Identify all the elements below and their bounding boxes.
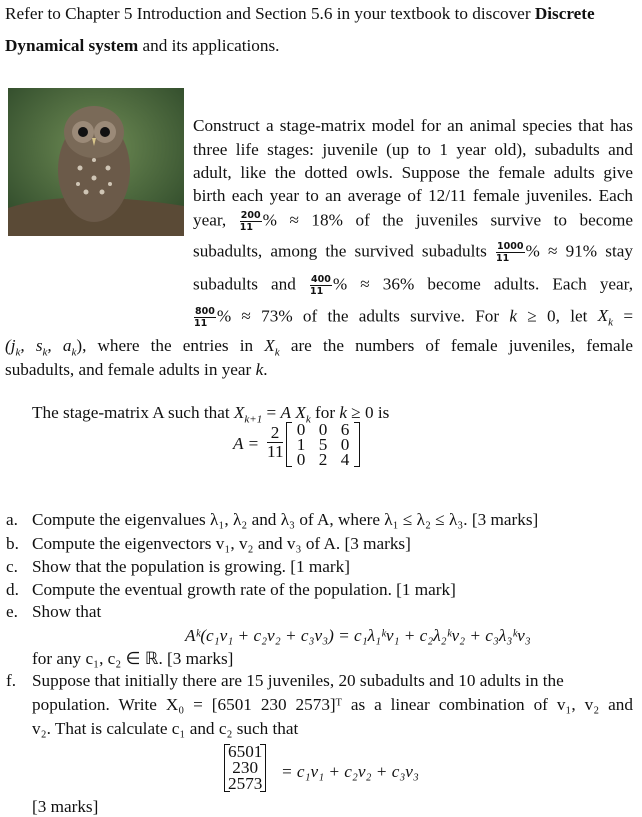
math [597,306,614,329]
subscript: k+1 [244,413,263,426]
para-line [5,360,268,380]
matrix-cell: 0 [296,450,306,469]
text: ≥ 0, let [527,306,588,326]
question-f-line: Suppose that initially there are 15 juveniles, 20 subadults and 10 adults in the [32,671,564,690]
intro-text: Refer to Chapter 5 Introduction and Section 5.6 in your textbook to discover [5,4,535,23]
owl-photo-icon [8,88,184,236]
math: k [339,403,347,422]
m: X [233,403,245,422]
text: % ≈ 36% become adults. Each year, [332,274,634,294]
question-text: Compute the eventual growth rate of the population. [1 mark] [32,580,456,599]
x0-vector [224,744,266,792]
numerator: 1000 [497,241,524,252]
text: % ≈ 91% stay [525,241,633,261]
matrix-cell: 6 [340,420,350,439]
text: = [623,306,634,326]
intro-text: and its applications. [138,36,280,55]
m: , a [47,336,72,355]
intro-bold: Discrete [534,4,595,23]
question-f-line: v₂. That is calculate c₁ and c₂ such that [32,719,299,738]
denominator: 11 [309,286,324,297]
intro-line-1 [5,4,595,24]
numerator: 2 [267,424,283,443]
question-label: c. [6,557,18,576]
matrix-scalar [267,424,283,461]
numerator: 400 [310,274,331,285]
matrix-lhs: A = [233,434,260,453]
f-equation-rhs: = c₁v₁ + c₂v₂ + c₃v₃ [281,762,419,781]
cut-off-text: [3 marks] [32,797,99,816]
question-text: Compute the eigenvectors v₁, v₂ and v₃ of A. [3 marks] [32,534,411,553]
vector-entry: 230 [232,758,259,777]
para-line: birth each year to an average of 12/11 female juveniles. Each [193,186,633,205]
math [233,403,263,426]
matrix-cell: 2 [318,450,328,469]
intro-line-2 [5,36,279,56]
math-var: X [597,306,609,326]
text: year, [193,210,227,230]
subscript: k [71,346,77,359]
e-tail: for any c₁, c₂ ∈ ℝ. [3 marks] [32,649,234,668]
question-text: Show that [32,602,102,621]
m: X [264,336,275,355]
para-line: Construct a stage-matrix model for an animal species that has [193,116,633,135]
vector-entry: 6501 [228,742,263,761]
matrix-A [286,422,360,467]
matrix-cell: 0 [340,435,350,454]
math: A [280,403,292,422]
text: subadults, and female adults in year [5,360,252,379]
matrix-cell: 4 [340,450,350,469]
para-line: three life stages: juvenile (up to 1 year old), subadults and [193,140,633,159]
fraction [310,274,332,297]
matrix-cell: 0 [318,420,328,439]
text: for [310,403,340,422]
denominator: 11 [267,442,284,461]
para-line: adult, like the dotted owls. Suppose the female adults give [193,163,633,182]
subscript: k [42,346,48,359]
math [264,336,280,359]
text: subadults, among the survived subadults [193,241,487,261]
text: are the numbers of female juveniles, female [290,336,634,355]
para-line [193,274,633,297]
e-formula: Aᵏ(c₁v₁ + c₂v₂ + c₃v₃) = c₁λ₁ᵏv₁ + c₂λ₂ᵏv₂ + c₃λ₃ᵏv₃ [185,626,531,645]
question-text: Compute the eigenvalues λ₁, λ₂ and λ₃ of A, where λ₁ ≤ λ₂ ≤ λ₃. [3 marks] [32,510,539,529]
m: , s [20,336,43,355]
question-label: d. [6,580,19,599]
subscript: k [305,413,311,426]
question-label: b. [6,534,19,553]
matrix-cell: 1 [296,435,306,454]
denominator: 11 [496,253,510,264]
denominator: 11 [239,222,253,233]
fraction [240,210,262,233]
text: . [263,360,268,379]
numerator: 800 [195,306,215,317]
text: = [262,403,281,422]
question-label: e. [6,602,18,621]
numerator: 200 [240,210,261,221]
fraction [194,306,216,329]
subscript: k [15,346,21,359]
math: k [509,306,518,326]
subscript: k [274,346,280,359]
m: X [295,403,306,422]
para-line [193,241,633,264]
para-line [193,306,633,329]
matrix-cell: 5 [318,435,328,454]
question-label: a. [6,510,18,529]
para-line [193,210,633,233]
vector-entry: 2573 [228,774,263,793]
m: (j [5,336,16,355]
text: ), where the entries in [76,336,254,355]
question-label: f. [6,671,17,690]
para-line [5,336,634,359]
math: k [255,360,264,379]
intro-bold: Dynamical system [5,36,139,55]
question-text: Show that the population is growing. [1 mark] [32,557,350,576]
question-f-line: population. Write X₀ = [6501 230 2573]ᵀ as a linear combination of v₁, v₂ and [32,695,633,714]
subscript: k [608,316,614,329]
stage-matrix-intro [32,403,390,426]
text: ≥ 0 is [346,403,390,422]
text: The stage-matrix A such that [32,403,234,422]
matrix-cell: 0 [296,420,306,439]
fraction [496,241,524,264]
text: % ≈ 73% of the adults survive. For [216,306,500,326]
math [5,336,77,359]
denominator: 11 [194,318,208,329]
text: % ≈ 18% of the juveniles survive to become [262,210,633,230]
text: subadults and [193,274,296,294]
